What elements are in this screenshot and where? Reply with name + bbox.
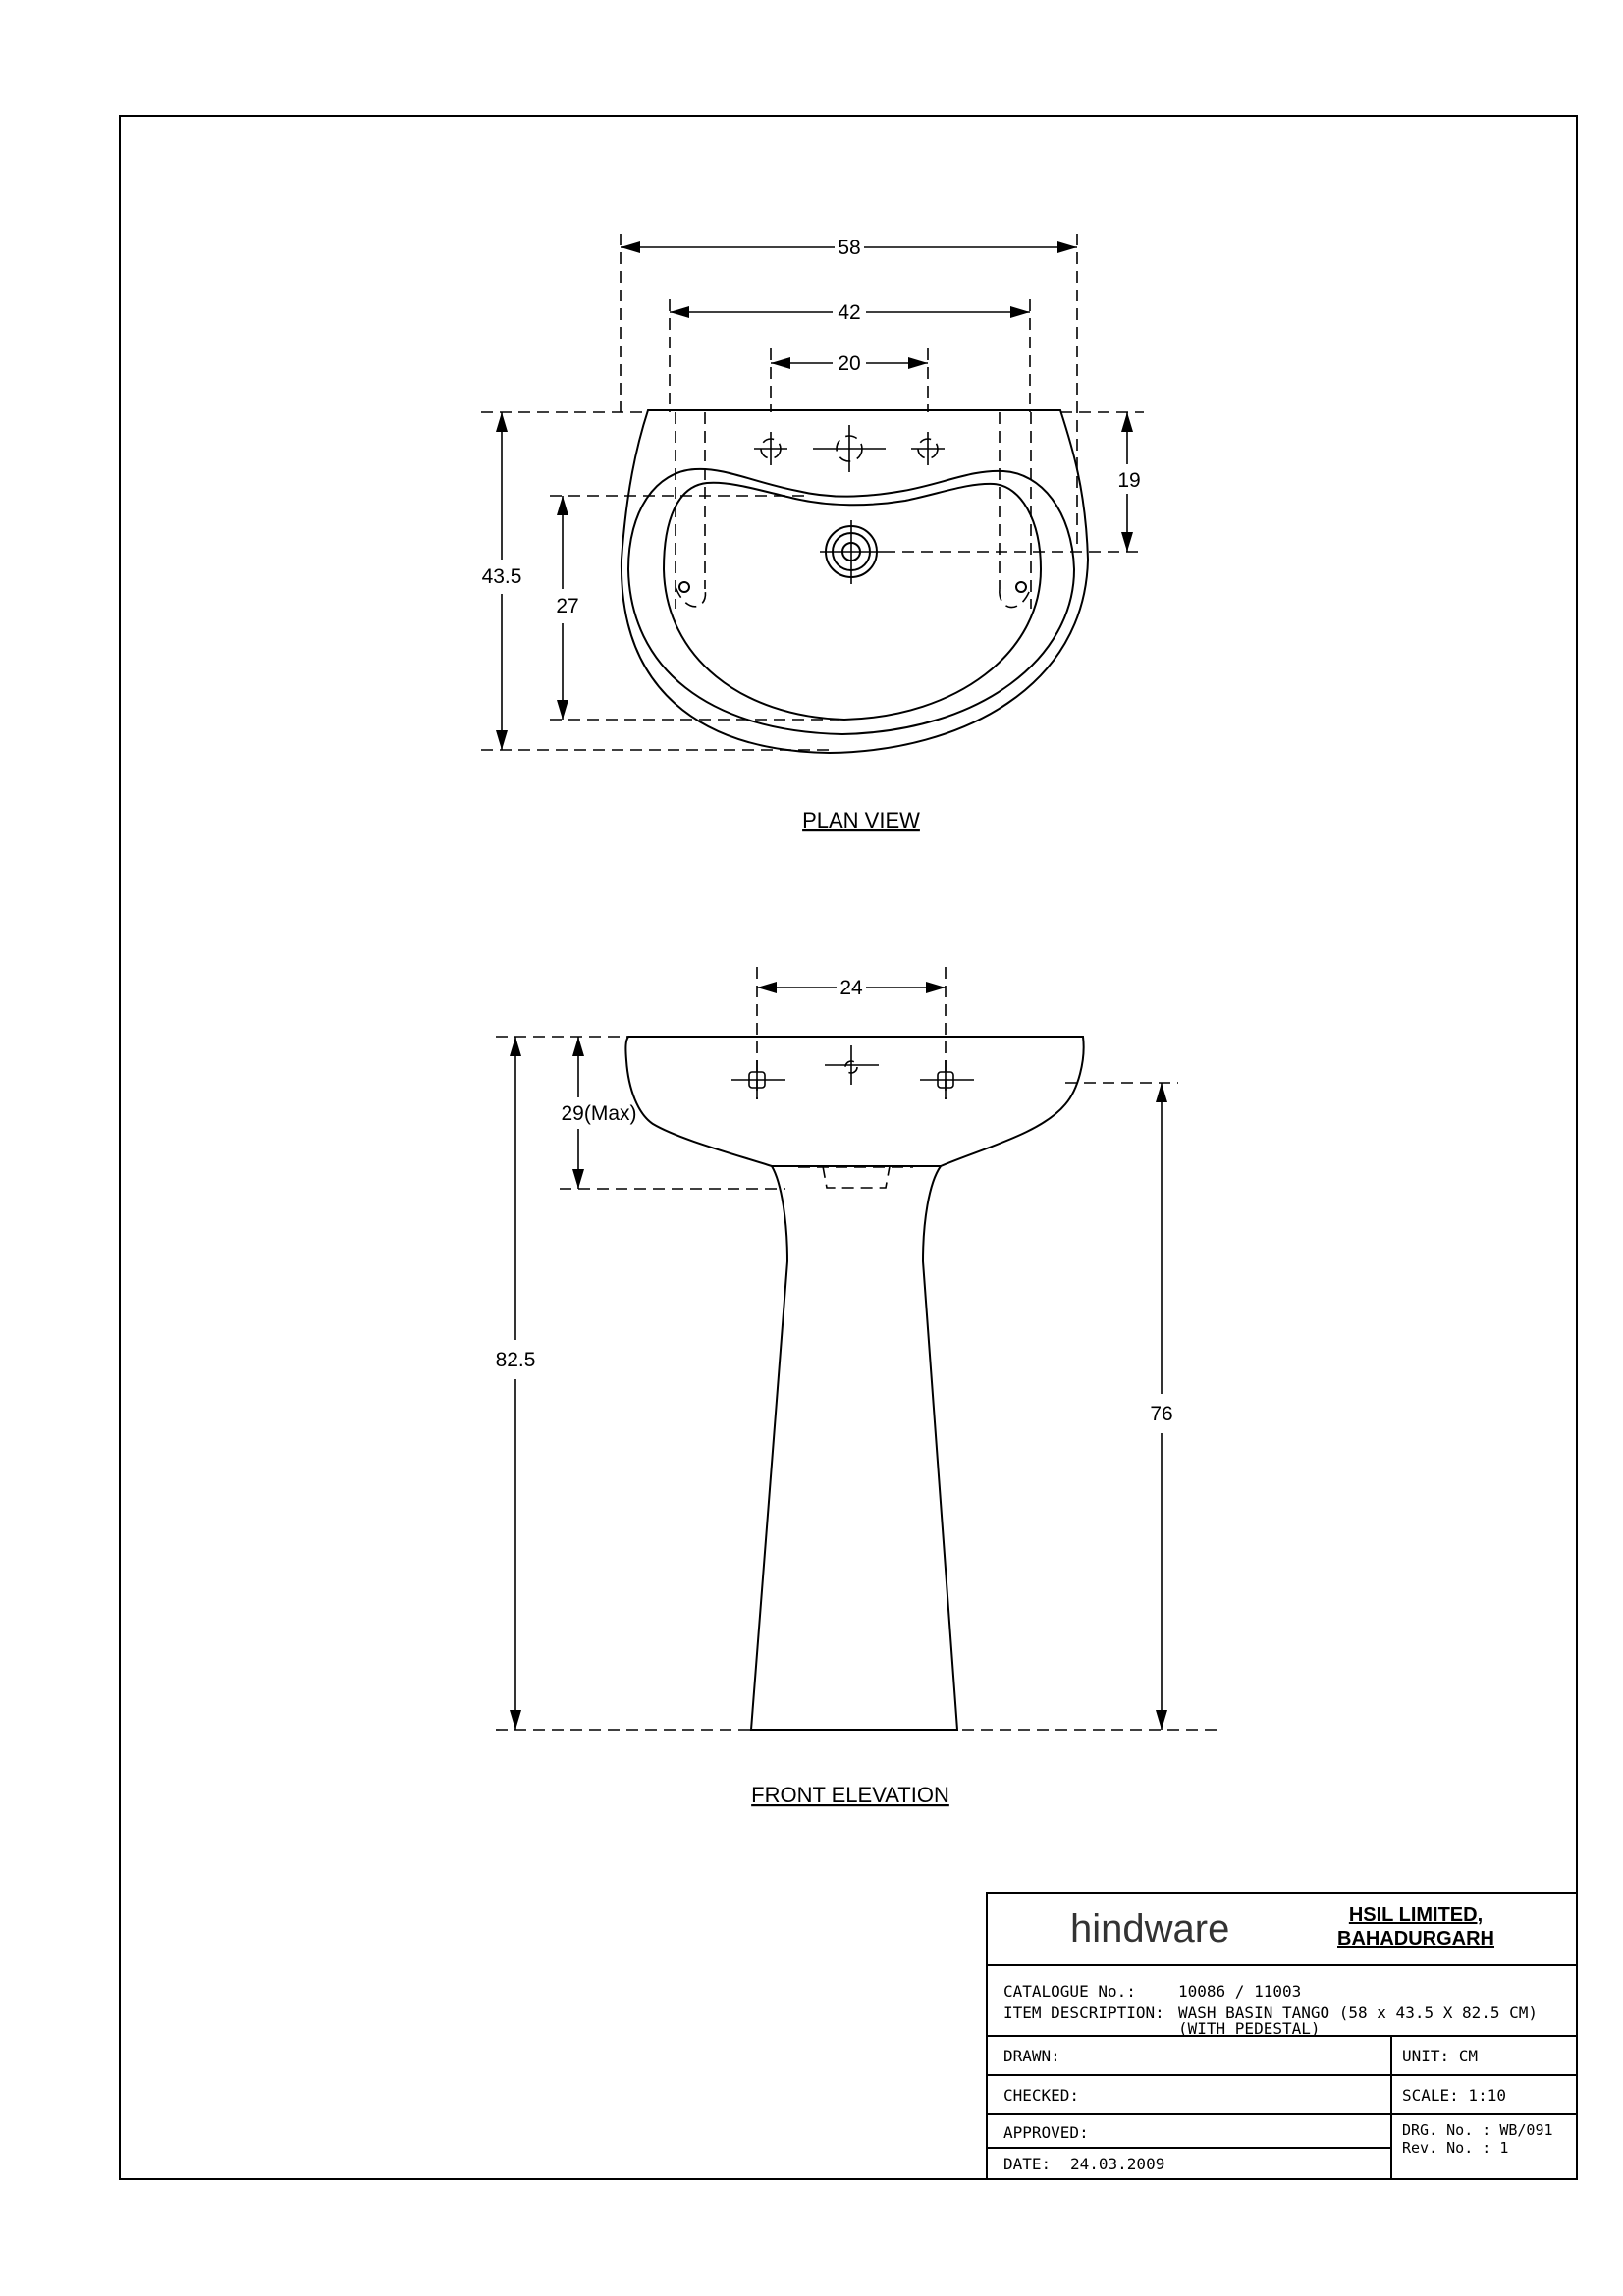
front-elevation bbox=[496, 967, 1217, 1807]
item-description-label: ITEM DESCRIPTION: bbox=[1003, 2003, 1164, 2022]
drawing-number: DRG. No. : WB/091 bbox=[1402, 2121, 1553, 2139]
scale-value: SCALE: 1:10 bbox=[1402, 2086, 1506, 2105]
waste-outlet bbox=[820, 520, 884, 584]
company-name: HSIL LIMITED, bbox=[1348, 1904, 1484, 1926]
dim-label: 19 bbox=[1117, 469, 1141, 492]
front-elevation-caption: FRONT ELEVATION bbox=[751, 1783, 949, 1807]
dim-label: 82.5 bbox=[495, 1349, 536, 1371]
plan-view bbox=[481, 234, 1144, 832]
dim-label: 27 bbox=[556, 595, 579, 617]
item-description-extra: (WITH PEDESTAL) bbox=[1178, 2019, 1321, 2038]
item-description-value: WASH BASIN TANGO (58 x 43.5 X 82.5 CM) bbox=[1178, 2003, 1539, 2022]
dim-overall-height bbox=[496, 1037, 536, 1730]
tap-marker-left bbox=[731, 1060, 785, 1099]
sheet-border bbox=[120, 116, 1577, 2179]
plan-view-caption: PLAN VIEW bbox=[802, 808, 920, 832]
tap-marker-right bbox=[920, 1060, 974, 1099]
dim-bowl-depth bbox=[556, 496, 578, 720]
dim-inner-width bbox=[670, 301, 1030, 324]
unit-value: UNIT: CM bbox=[1402, 2047, 1479, 2065]
dim-rim-height bbox=[1150, 1083, 1172, 1730]
revision-number: Rev. No. : 1 bbox=[1402, 2139, 1509, 2157]
dim-label: 20 bbox=[838, 352, 861, 375]
basin-outer-outline bbox=[622, 410, 1088, 753]
pedestal bbox=[751, 1166, 957, 1730]
dim-tap-spacing bbox=[771, 352, 928, 375]
bowl-inner-outline bbox=[664, 483, 1041, 720]
dim-front-tap-spacing bbox=[757, 977, 946, 999]
dim-label: 42 bbox=[838, 301, 861, 324]
dim-label: 43.5 bbox=[481, 565, 522, 588]
catalogue-label: CATALOGUE No.: bbox=[1003, 1982, 1136, 2001]
tap-marker-center bbox=[825, 1045, 879, 1085]
date-label: DATE: bbox=[1003, 2155, 1052, 2173]
dim-label: 24 bbox=[839, 977, 863, 999]
drawn-label: DRAWN: bbox=[1003, 2047, 1060, 2065]
tap-hole-right bbox=[911, 432, 945, 465]
company-location: BAHADURGARH bbox=[1337, 1928, 1494, 1949]
dim-overall-width bbox=[621, 237, 1077, 259]
date-value: 24.03.2009 bbox=[1070, 2155, 1165, 2173]
fixing-hole-right bbox=[1016, 582, 1026, 592]
dim-waste-offset bbox=[1117, 412, 1140, 552]
dim-overall-depth bbox=[482, 412, 522, 750]
hindware-logo: hindware bbox=[1070, 1907, 1230, 1950]
dim-label: 76 bbox=[1150, 1403, 1173, 1425]
fixing-hole-left bbox=[679, 582, 689, 592]
title-block bbox=[987, 1893, 1577, 2179]
dim-label: 29(Max) bbox=[561, 1102, 637, 1125]
tap-hole-center bbox=[813, 425, 886, 472]
checked-label: CHECKED: bbox=[1003, 2086, 1080, 2105]
approved-label: APPROVED: bbox=[1003, 2123, 1089, 2142]
catalogue-value: 10086 / 11003 bbox=[1178, 1982, 1302, 2001]
basin-body bbox=[625, 1037, 1083, 1166]
basin-rim-outline bbox=[628, 469, 1074, 734]
tap-hole-left bbox=[754, 432, 787, 465]
dim-label: 58 bbox=[838, 237, 861, 259]
